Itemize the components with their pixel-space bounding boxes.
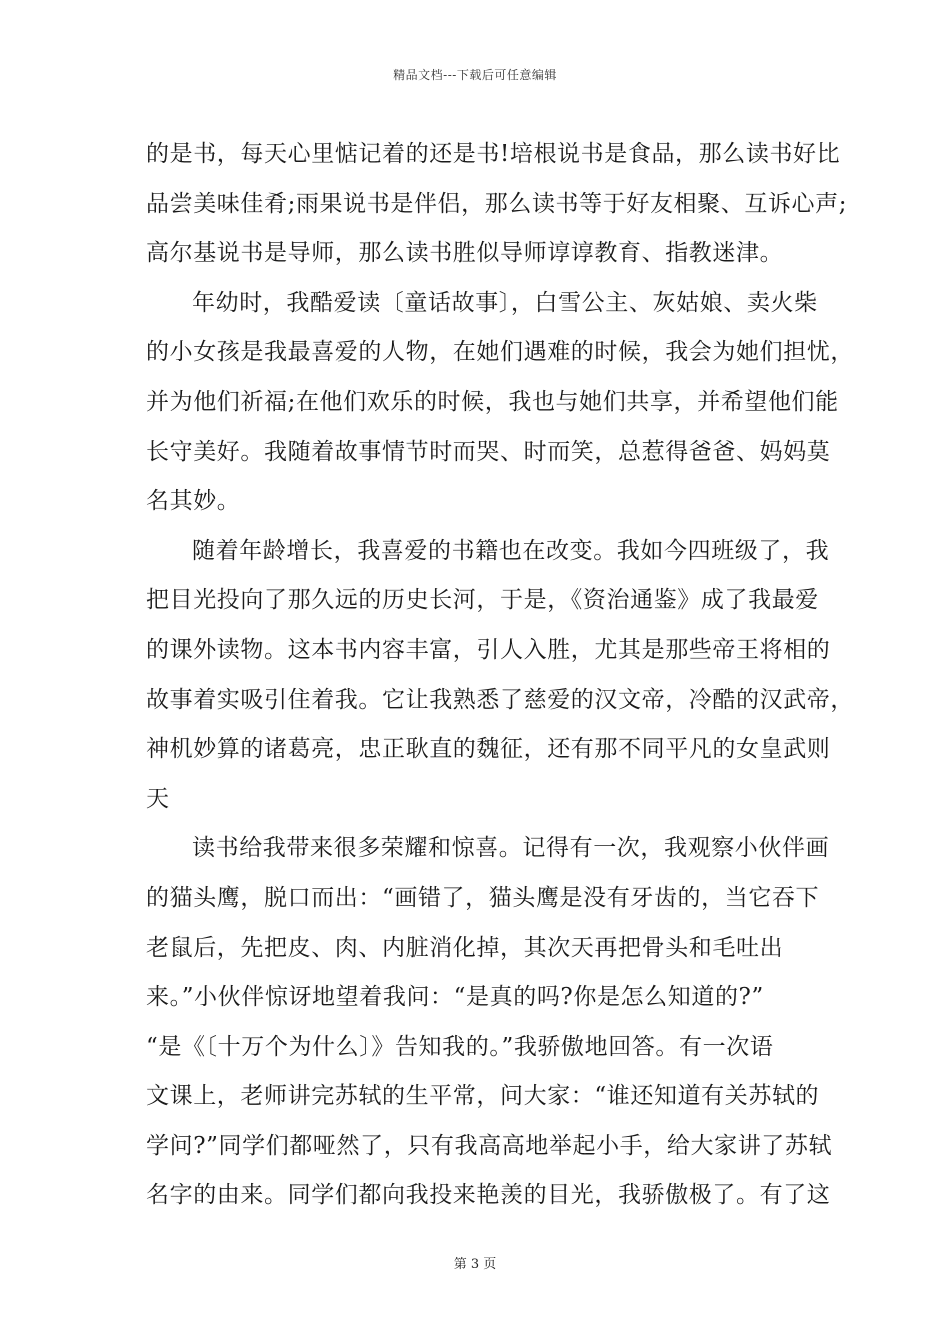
text-line: 来。”小伙伴惊讶地望着我问：“是真的吗?你是怎么知道的?”	[146, 984, 764, 1011]
paragraph-first-line: 年幼时，我酷爱读〔童话故事〕，白雪公主、灰姑娘、卖火柴	[192, 289, 818, 316]
page-number: 第 3 页	[453, 1257, 497, 1272]
text-line: 的课外读物。这本书内容丰富，引人入胜，尤其是那些帝王将相的	[146, 636, 831, 663]
text-line: 名字的由来。同学们都向我投来艳羡的目光，我骄傲极了。有了这	[146, 1182, 831, 1209]
text-line: 神机妙算的诸葛亮，忠正耿直的魏征，还有那不同平凡的女皇武则	[146, 736, 831, 763]
text-line: 学问?”同学们都哑然了，只有我高高地举起小手，给大家讲了苏轼	[146, 1132, 833, 1159]
text-line: 名其妙。	[146, 488, 241, 515]
document-body	[146, 130, 854, 1221]
text-line: 天	[146, 785, 170, 812]
text-line: 老鼠后，先把皮、肉、内脏消化掉，其次天再把骨头和毛吐出	[146, 934, 784, 961]
paragraph-first-line: 随着年龄增长，我喜爱的书籍也在改变。我如今四班级了，我	[192, 537, 830, 564]
text-line: 并为他们祈福;在他们欢乐的时候，我也与她们共享，并希望他们能	[146, 388, 839, 415]
text-line: 把目光投向了那久远的历史长河，于是，《资治通鉴》成了我最爱	[146, 587, 819, 614]
text-line: 故事着实吸引住着我。它让我熟悉了慈爱的汉文帝，冷酷的汉武帝，	[146, 686, 854, 713]
text-line: 的小女孩是我最喜爱的人物，在她们遇难的时候，我会为她们担忧，	[146, 339, 854, 366]
text-line: 文课上，老师讲完苏轼的生平常，问大家：“谁还知道有关苏轼的	[146, 1083, 820, 1110]
text-line: 长守美好。我随着故事情节时而哭、时而笑，总惹得爸爸、妈妈莫	[146, 438, 831, 465]
page-header: 精品文档---下载后可任意编辑	[393, 68, 557, 82]
paragraph-first-line: 读书给我带来很多荣耀和惊喜。记得有一次，我观察小伙伴画	[192, 835, 830, 862]
text-line: “是《〔十万个为什么〕》告知我的。”我骄傲地回答。有一次语	[146, 1033, 774, 1060]
text-line: 的猫头鹰，脱口而出：“画错了，猫头鹰是没有牙齿的，当它吞下	[146, 884, 820, 911]
text-line: 的是书，每天心里惦记着的还是书!培根说书是食品，那么读书好比	[146, 141, 841, 167]
text-line: 高尔基说书是导师，那么读书胜似导师谆谆教育、指教迷津。	[146, 240, 784, 267]
text-line: 品尝美味佳肴;雨果说书是伴侣，那么读书等于好友相聚、互诉心声;	[146, 190, 848, 217]
